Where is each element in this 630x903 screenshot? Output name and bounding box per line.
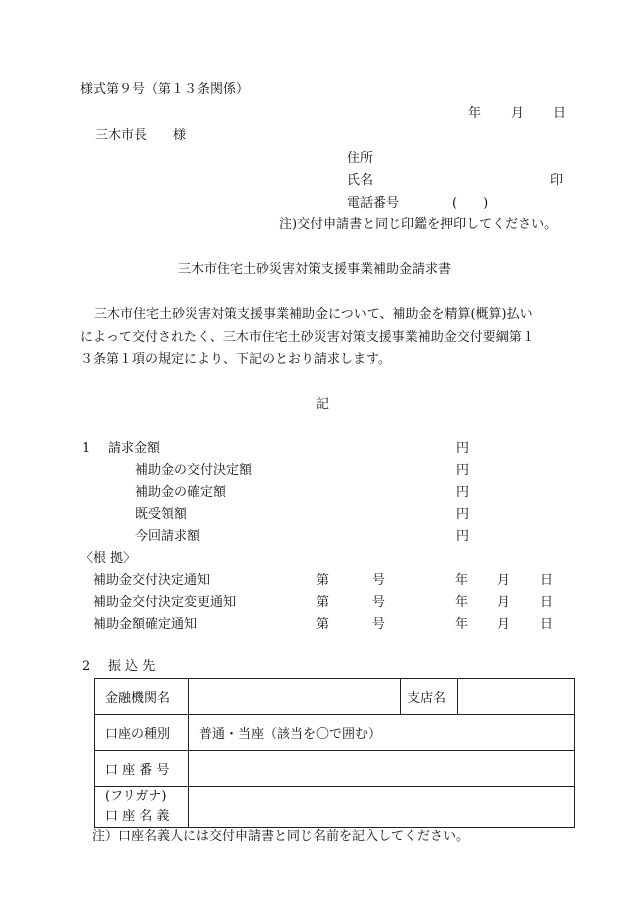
section-2-number: 2 — [82, 659, 91, 674]
notice-dai: 第 — [316, 573, 330, 588]
notice-month: 月 — [497, 617, 511, 632]
amount-item-label: 補助金の交付決定額 — [135, 463, 253, 478]
document-title: 三木市住宅土砂災害対策支援事業補助金請求書 — [178, 262, 452, 277]
form-number: 様式第９号（第１３条関係） — [80, 82, 250, 97]
account-type-label: 口座の種別 — [95, 715, 189, 751]
amount-item-label: 補助金の確定額 — [135, 485, 227, 500]
date-month-label: 月 — [511, 106, 525, 121]
basis-label: 〈根 拠〉 — [80, 551, 137, 566]
account-number-label: 口 座 番 号 — [95, 751, 189, 787]
notice-month: 月 — [497, 595, 511, 610]
branch-label: 支店名 — [401, 679, 458, 715]
notice-month: 月 — [497, 573, 511, 588]
yen-unit: 円 — [456, 529, 470, 544]
branch-field[interactable] — [458, 679, 575, 715]
name-label: 氏名 — [347, 173, 374, 188]
notice-go: 号 — [372, 595, 386, 610]
body-line-3: ３条第１項の規定により、下記のとおり請求します。 — [80, 352, 391, 367]
section-1-label: 請求金額 — [108, 441, 161, 456]
notice-dai: 第 — [316, 595, 330, 610]
phone-paren: ( ) — [452, 196, 489, 211]
notice-year: 年 — [455, 595, 469, 610]
yen-unit: 円 — [456, 485, 470, 500]
date-day-label: 日 — [553, 106, 567, 121]
yen-unit: 円 — [456, 463, 470, 478]
notice-label: 補助金交付決定変更通知 — [93, 595, 237, 610]
notice-go: 号 — [372, 573, 386, 588]
bank-name-label: 金融機関名 — [95, 679, 189, 715]
seal-note: 注)交付申請書と同じ印鑑を押印してください。 — [279, 217, 558, 232]
account-holder-field[interactable] — [189, 787, 575, 828]
bank-account-table — [94, 678, 575, 828]
notice-dai: 第 — [316, 617, 330, 632]
section-1-number: 1 — [82, 441, 91, 456]
section-2-label: 振 込 先 — [108, 659, 156, 674]
seal-mark: 印 — [550, 173, 564, 188]
notice-day: 日 — [540, 595, 554, 610]
addressee: 三木市長 様 — [95, 128, 187, 143]
date-year-label: 年 — [468, 106, 482, 121]
yen-unit: 円 — [456, 507, 470, 522]
bank-name-field[interactable] — [189, 679, 401, 715]
account-number-field[interactable] — [189, 751, 575, 787]
amount-item-label: 既受領額 — [135, 507, 188, 522]
notice-label: 補助金額確定通知 — [93, 617, 198, 632]
account-type-value[interactable]: 普通・当座（該当を〇で囲む） — [189, 715, 575, 751]
account-holder-note: 注）口座名義人には交付申請書と同じ名前を記入してください。 — [92, 829, 470, 844]
notice-year: 年 — [455, 617, 469, 632]
notice-go: 号 — [372, 617, 386, 632]
amount-item-label: 今回請求額 — [135, 529, 201, 544]
body-line-2: によって交付されたく、三木市住宅土砂災害対策支援事業補助金交付要綱第１ — [80, 330, 535, 345]
account-holder-label: 口 座 名 義 — [105, 809, 170, 824]
notice-year: 年 — [455, 573, 469, 588]
phone-label: 電話番号 — [347, 196, 400, 211]
address-label: 住所 — [347, 151, 374, 166]
yen-unit: 円 — [456, 441, 470, 456]
notice-day: 日 — [540, 617, 554, 632]
notice-day: 日 — [540, 573, 554, 588]
notice-label: 補助金交付決定通知 — [93, 573, 211, 588]
furigana-label: (フリガナ) — [105, 789, 167, 804]
body-line-1: 三木市住宅土砂災害対策支援事業補助金について、補助金を精算(概算)払い — [94, 307, 533, 322]
account-holder-label-cell — [95, 787, 189, 828]
ki-label: 記 — [316, 397, 330, 412]
